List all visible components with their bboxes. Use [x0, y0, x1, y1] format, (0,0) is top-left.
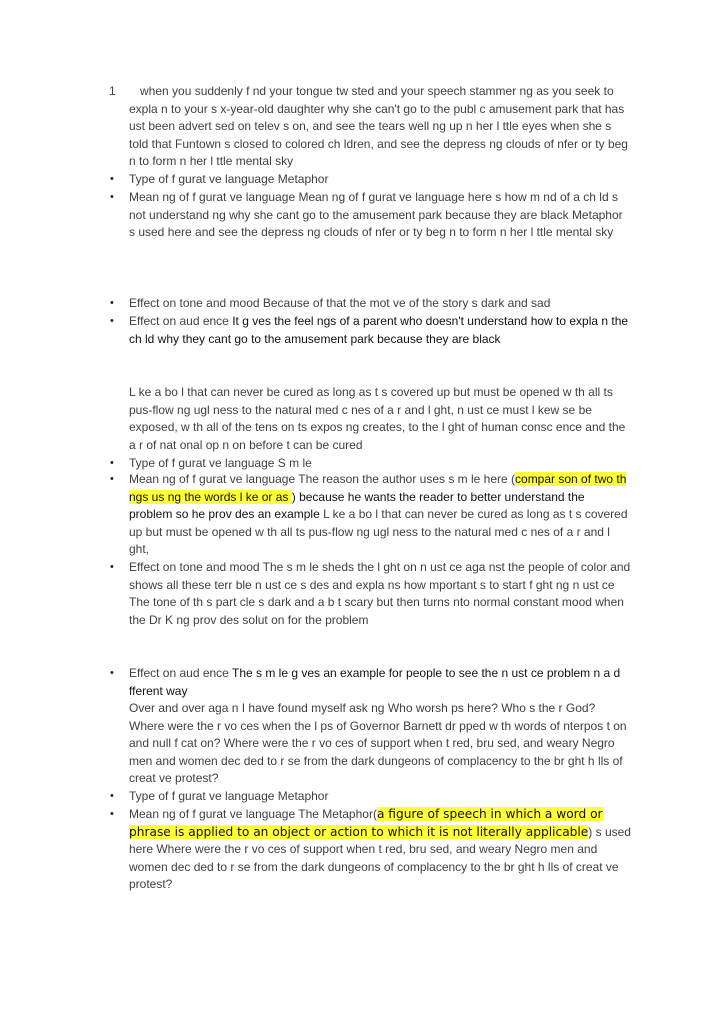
audience-paragraph-1 [129, 313, 631, 348]
tone-paragraph-2: Effect on tone and mood The s m le sheds the l ght on n ust ce aga nst the people of color and shows all these terr ble n ust ce s des and expla ns how mportant s to start f ght ng n ust ce The tone of th s part cle s dark and a b t scary but then turns nto normal constant mood when the Dr K ng prov des solut on for the problem [129, 560, 631, 627]
type-line-3: Type of f gurat ve language Metaphor [129, 789, 329, 803]
audience-text: It g ves the feel ngs of a parent who doesn't understand how to expla n the ch ld why they cant go to the amusement park because they are black [129, 314, 629, 346]
meaning-prefix: Mean ng of f gurat ve language The Metaphor( [129, 807, 377, 821]
meaning-suffix: ) because he wants the reader to better understand the problem so he prov des an example [129, 489, 585, 522]
meaning-paragraph-3 [129, 806, 631, 894]
quote-paragraph-1 [129, 83, 631, 171]
meaning-prefix: Mean ng of f gurat ve language The reason the author uses s m le here ( [129, 472, 516, 486]
bullet-icon: • [110, 790, 114, 802]
quote-paragraph-3: Over and over aga n I have found myself ask ng Who worsh ps here? Who s the r God? Where were the r vo ces when the l ps of Governor Barnett dr pped w th words of nterpos t on and null f cat on? Where were the r vo ces of support when t red, bru sed, and weary Negro men and women dec ded to r se from the dark dungeons of complacency to the br ght h lls of creat ve protest? [129, 701, 627, 786]
highlighted-definition: a figure of speech in which a word or phrase is applied to an object or action to which it is not literally applicable [129, 807, 603, 839]
meaning-paragraph-1: Mean ng of f gurat ve language Mean ng of f gurat ve language here s how m nd of a ch ld s not understand ng why she cant go to the amusement park because they are black Metaphor s used here and see the depress ng clouds of nfer or ty beg n to form n her l ttle mental sky [129, 190, 623, 240]
bullet-icon: • [110, 667, 114, 679]
meaning-suffix: ) s used here Where were the r vo ces of support when t red, bru sed, and weary Negro men and women dec ded to r se from the dark dungeons of complacency to the br ght h lls of creat ve protest? [129, 824, 631, 892]
bullet-icon: • [110, 561, 114, 573]
meaning-quote: L ke a bo l that can never be cured as long as t s covered up but must be opened w th all ts pus-flow ng ugl ness to the natural med c nes of a r and l ght, [129, 507, 628, 557]
bullet-icon: • [110, 191, 114, 203]
bullet-icon: • [110, 173, 114, 185]
tone-line-1: Effect on tone and mood Because of that the mot ve of the story s dark and sad [129, 296, 551, 310]
type-line-1: Type of f gurat ve language Metaphor [129, 172, 329, 186]
item-number: 1 [109, 84, 116, 98]
bullet-icon: • [110, 457, 114, 469]
highlighted-definition: compar son of two th ngs us ng the words l ke or as [129, 472, 627, 504]
bullet-icon: • [110, 315, 114, 327]
quote-continuation: expla n to your s x-year-old daughter why she can't go to the publ c amusement park that has ust been advert sed on telev s on, and see the tears well ng up n her l ttle eyes when she s told that Funtown s closed to colored ch ldren, and see the depress ng clouds of nfer or ty beg n to form n her l ttle mental sky [129, 101, 628, 169]
type-line-2: Type of f gurat ve language S m le [129, 456, 312, 470]
meaning-paragraph-2 [129, 471, 631, 559]
quote-paragraph-2: L ke a bo l that can never be cured as long as t s covered up but must be opened w th all ts pus-flow ng ugl ness to the natural med c nes of a r and l ght, n ust ce must l kew se be exposed, w th all of the tens on ts expos ng creates, to the l ght of human consc ence and the a r of nat onal op n on before t can be cured [129, 385, 626, 452]
audience-label: Effect on aud ence [129, 314, 233, 328]
bullet-icon: • [110, 473, 114, 485]
quote-first-line: when you suddenly f nd your tongue tw sted and your speech stammer ng as you seek to [140, 84, 614, 98]
audience-label: Effect on aud ence [129, 666, 232, 680]
bullet-icon: • [110, 808, 114, 820]
audience-text: The s m le g ves an example for people to see the n ust ce problem n a d fferent way [129, 666, 621, 698]
bullet-icon: • [110, 297, 114, 309]
audience-paragraph-2 [129, 665, 631, 700]
